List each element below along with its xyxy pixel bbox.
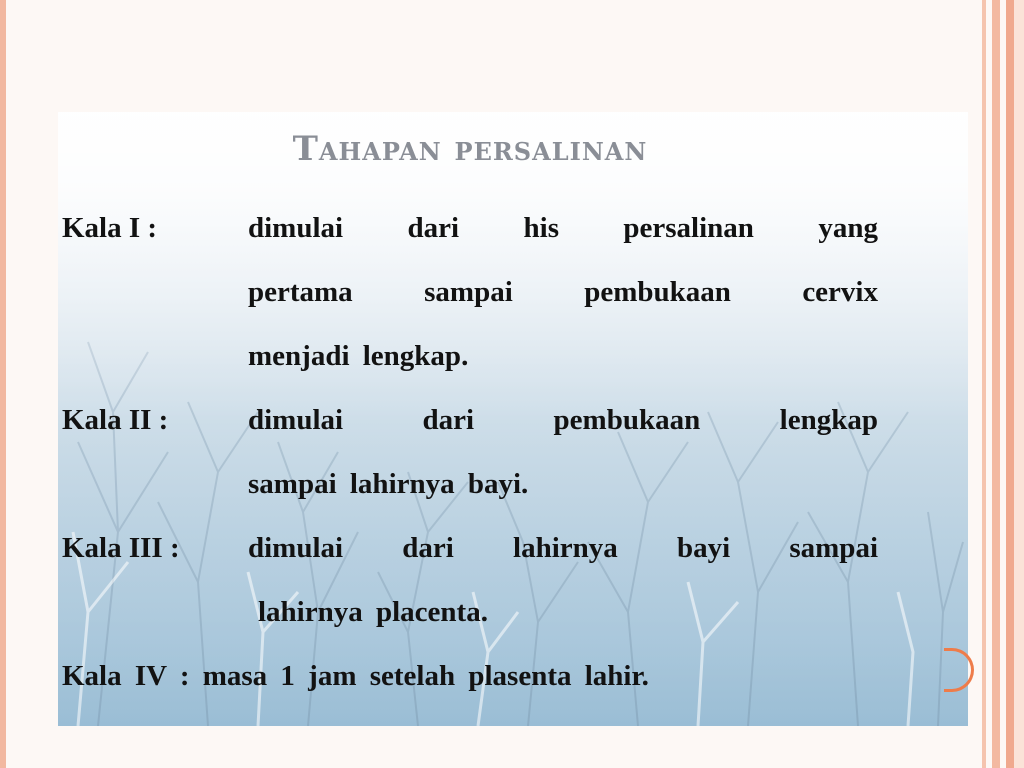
list-item bbox=[62, 644, 878, 708]
item-label: Kala II : bbox=[62, 404, 169, 436]
item-text-line: dimulai dari lahirnya bayi sampai bbox=[248, 532, 878, 564]
item-text-line: dimulai dari his persalinan yang bbox=[248, 212, 878, 244]
slide-right-stripes bbox=[978, 0, 1024, 768]
item-text-line: sampai lahirnya bayi. bbox=[248, 468, 529, 500]
item-text bbox=[62, 388, 878, 516]
orange-circle-decoration bbox=[944, 648, 974, 692]
item-text bbox=[62, 516, 878, 644]
item-text-line: menjadi lengkap. bbox=[248, 340, 469, 372]
item-label: Kala III : bbox=[62, 532, 180, 564]
slide-body bbox=[62, 196, 878, 708]
item-text-line: dimulai dari pembukaan lengkap bbox=[248, 404, 878, 436]
item-text: Kala IV : masa 1 jam setelah plasenta lahir. bbox=[62, 660, 649, 692]
list-item bbox=[62, 388, 878, 516]
list-item bbox=[62, 196, 878, 388]
item-text-line: pertama sampai pembukaan cervix bbox=[248, 276, 878, 308]
slide-title: Tahapan persalinan bbox=[292, 128, 648, 169]
slide-left-border bbox=[0, 0, 6, 768]
item-text bbox=[62, 196, 878, 388]
item-label: Kala I : bbox=[62, 212, 158, 244]
list-item bbox=[62, 516, 878, 644]
item-text-line: lahirnya placenta. bbox=[258, 596, 488, 628]
